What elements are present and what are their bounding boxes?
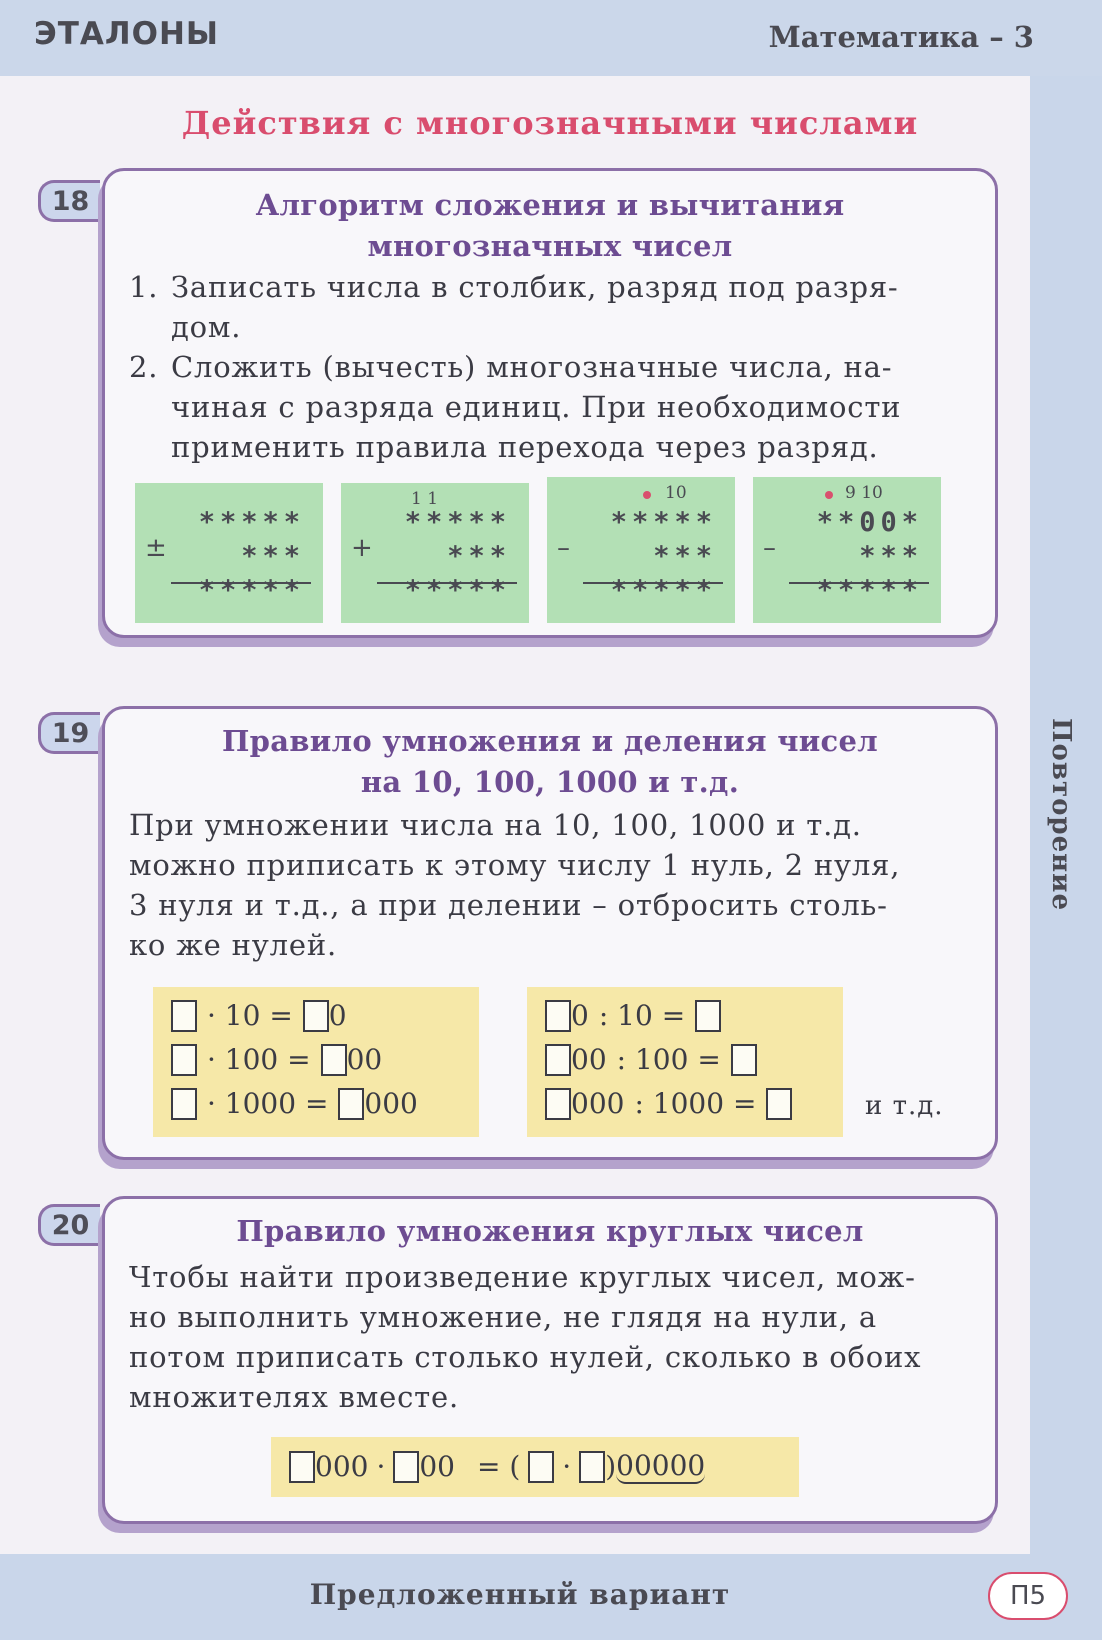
card-19-title-line1: Правило умножения и деления чисел xyxy=(221,724,879,758)
column-row: *** xyxy=(241,541,305,572)
text-line: ко же нулей. xyxy=(129,928,337,962)
column-row: *** xyxy=(447,541,511,572)
equation-row xyxy=(171,1043,382,1076)
zeros-text: 000 xyxy=(315,1450,369,1483)
card-18-title-line2: многозначных чисел xyxy=(367,229,733,263)
column-row: ***** xyxy=(816,575,923,606)
operation-sign: – xyxy=(557,533,570,563)
card-18-title-line1: Алгоритм сложения и вычитания xyxy=(255,188,845,222)
blank-square-icon xyxy=(579,1451,605,1483)
blank-square-icon xyxy=(338,1088,364,1120)
column-example-box xyxy=(753,477,941,623)
list-item xyxy=(129,267,989,347)
footer-text: Предложенный вариант xyxy=(309,1578,731,1611)
column-row: ***** xyxy=(610,575,717,606)
operation-sign: – xyxy=(763,533,776,563)
etc-label: и т.д. xyxy=(865,1091,944,1121)
round-multiply-formula-box xyxy=(271,1437,799,1497)
equation-row xyxy=(171,1087,418,1120)
text-line: При умножении числа на 10, 100, 1000 и т.д. xyxy=(129,808,862,842)
equation-row xyxy=(171,999,347,1032)
list-item xyxy=(129,347,989,467)
list-line: применить правила перехода через разряд. xyxy=(171,430,879,464)
card-19-title-line2: на 10, 100, 1000 и т.д. xyxy=(360,765,740,799)
equation-row xyxy=(545,1043,757,1076)
combined-zeros-text: 00000 xyxy=(616,1449,706,1482)
carry-digits: 1 1 xyxy=(411,489,439,509)
operator-text: · 10 = xyxy=(207,999,293,1032)
list-line: дом. xyxy=(171,310,242,344)
borrow-dot-icon xyxy=(825,491,833,499)
column-row: ***** xyxy=(610,507,717,538)
operator-text: = ( xyxy=(477,1450,521,1483)
blank-square-icon xyxy=(545,1088,571,1120)
operator-text: · 1000 = xyxy=(207,1087,329,1120)
blank-square-icon xyxy=(171,1044,197,1076)
zeros-text: 0 xyxy=(328,999,347,1032)
operator-text: : 1000 = xyxy=(634,1087,757,1120)
card-20-number: 20 xyxy=(38,1204,100,1246)
column-row: ***** xyxy=(198,575,305,606)
column-row: *** xyxy=(859,541,923,572)
column-row: ***** xyxy=(404,507,511,538)
column-row: ***** xyxy=(404,575,511,606)
multiply-rule-box xyxy=(153,987,479,1137)
operator-text: · 100 = xyxy=(207,1043,311,1076)
blank-square-icon xyxy=(695,1000,721,1032)
text-line: 3 нуля и т.д., а при делении – отбросить столь- xyxy=(129,888,888,922)
equation-row xyxy=(545,1087,792,1120)
header-left: ЭТАЛОНЫ xyxy=(34,16,220,52)
operation-sign: + xyxy=(351,533,373,563)
zeros-text: 0 xyxy=(571,999,589,1032)
card-19 xyxy=(102,706,998,1160)
text-line: но выполнить умножение, не глядя на нули, а xyxy=(129,1300,877,1334)
column-example-box xyxy=(341,483,529,623)
column-row: ***** xyxy=(198,507,305,538)
blank-square-icon xyxy=(393,1451,419,1483)
zeros-text: 00 xyxy=(571,1043,607,1076)
operator-text: · xyxy=(562,1450,572,1483)
zeros-text: 000 xyxy=(364,1087,418,1120)
blank-square-icon xyxy=(545,1044,571,1076)
card-19-number: 19 xyxy=(38,712,100,754)
list-line: Записать числа в столбик, разряд под разря- xyxy=(171,270,899,304)
equation-row xyxy=(545,999,721,1032)
header-right: Математика – 3 xyxy=(768,20,1034,54)
card-20-text xyxy=(129,1257,989,1417)
operator-text: · xyxy=(376,1450,386,1483)
blank-square-icon xyxy=(289,1451,315,1483)
card-18 xyxy=(102,168,998,638)
zeros-text: 00 xyxy=(419,1450,455,1483)
blank-square-icon xyxy=(303,1000,329,1032)
list-line: Сложить (вычесть) многозначные числа, на- xyxy=(171,350,893,384)
operator-text: : 100 = xyxy=(616,1043,721,1076)
blank-square-icon xyxy=(528,1451,554,1483)
blank-square-icon xyxy=(766,1088,792,1120)
list-line: чиная с разряда единиц. При необходимости xyxy=(171,390,902,424)
text-line: Чтобы найти произведение круглых чисел, мож- xyxy=(129,1260,916,1294)
text-line: можно приписать к этому числу 1 нуль, 2 нуля, xyxy=(129,848,901,882)
card-20-title: Правило умножения круглых чисел xyxy=(236,1214,864,1248)
card-19-text xyxy=(129,805,989,965)
carry-digits: 9 10 xyxy=(845,483,883,503)
blank-square-icon xyxy=(171,1000,197,1032)
carry-digits: 10 xyxy=(665,483,687,503)
blank-square-icon xyxy=(545,1000,571,1032)
operation-sign: ± xyxy=(145,533,167,563)
operator-text: ) xyxy=(605,1450,617,1483)
column-row: *** xyxy=(653,541,717,572)
text-line: множителях вместе. xyxy=(129,1380,459,1414)
column-example-box xyxy=(135,483,323,623)
column-row: **00* xyxy=(816,507,923,538)
blank-square-icon xyxy=(321,1044,347,1076)
card-18-list xyxy=(129,267,989,467)
section-title: Действия с многозначными числами xyxy=(181,104,919,142)
borrow-dot-icon xyxy=(643,491,651,499)
card-20 xyxy=(102,1196,998,1524)
page-number-badge: П5 xyxy=(988,1572,1068,1620)
divide-rule-box xyxy=(527,987,843,1137)
list-number: 1. xyxy=(129,270,159,304)
blank-square-icon xyxy=(171,1088,197,1120)
zeros-text: 000 xyxy=(571,1087,625,1120)
formula-row xyxy=(289,1449,705,1484)
column-example-box xyxy=(547,477,735,623)
operator-text: : 10 = xyxy=(598,999,686,1032)
card-18-number: 18 xyxy=(38,180,100,222)
text-line: потом приписать столько нулей, сколько в обоих xyxy=(129,1340,922,1374)
zeros-text: 00 xyxy=(346,1043,383,1076)
blank-square-icon xyxy=(731,1044,757,1076)
list-number: 2. xyxy=(129,350,159,384)
side-label: Повторение xyxy=(1046,718,1076,911)
